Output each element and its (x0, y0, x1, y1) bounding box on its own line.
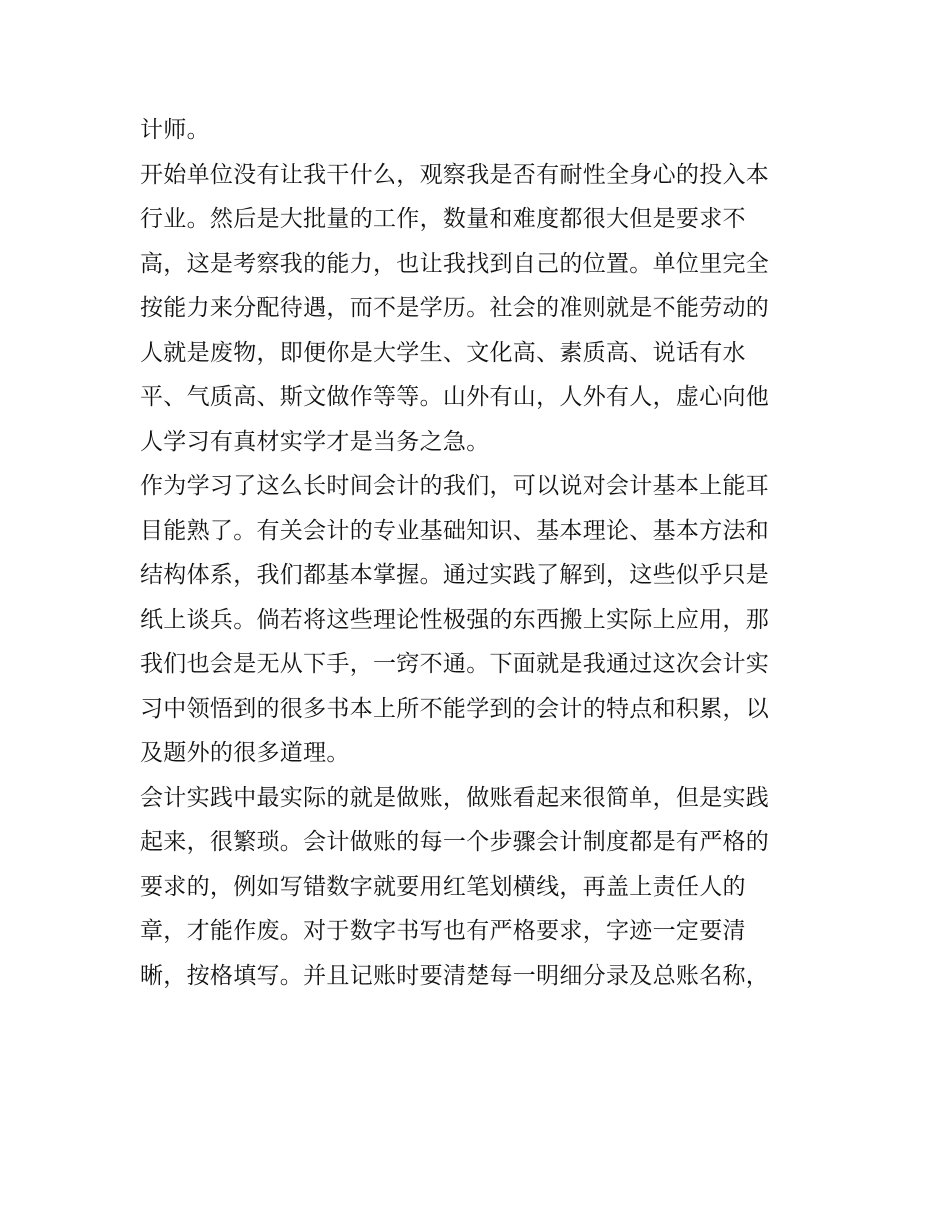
text-line: 我们也会是无从下手，一窍不通。下面就是我通过这次会计实 (140, 651, 770, 677)
text-line: 高，这是考察我的能力，也让我找到自己的位置。单位里完全 (140, 250, 770, 277)
text-line: 结构体系，我们都基本掌握。通过实践了解到，这些似乎只是 (140, 562, 770, 588)
text-line: 会计实践中最实际的就是做账，做账看起来很简单，但是实践 (140, 784, 770, 811)
text-line: 开始单位没有让我干什么，观察我是否有耐性全身心的投入本 (140, 161, 770, 188)
text-line: 作为学习了这么长时间会计的我们，可以说对会计基本上能耳 (140, 473, 770, 499)
text-line: 习中领悟到的很多书本上所不能学到的会计的特点和积累，以 (140, 695, 770, 722)
text-line: 目能熟了。有关会计的专业基础知识、基本理论、基本方法和 (140, 517, 770, 544)
text-line: 计师。 (140, 117, 210, 143)
text-line: 晰，按格填写。并且记账时要清楚每一明细分录及总账名称， (140, 962, 770, 989)
text-line: 行业。然后是大批量的工作，数量和难度都很大但是要求不 (140, 206, 746, 232)
text-line: 起来，很繁琐。会计做账的每一个步骤会计制度都是有严格的 (140, 829, 770, 855)
text-line: 人就是废物，即便你是大学生、文化高、素质高、说话有水 (140, 339, 746, 366)
text-line: 及题外的很多道理。 (140, 740, 350, 766)
text-line: 章，才能作废。对于数字书写也有严格要求，字迹一定要清 (140, 918, 746, 944)
body-text (140, 108, 812, 998)
text-line: 平、气质高、斯文做作等等。山外有山，人外有人，虚心向他 (140, 384, 770, 410)
text-line: 按能力来分配待遇，而不是学历。社会的准则就是不能劳动的 (140, 295, 770, 321)
text-line: 要求的，例如写错数字就要用红笔划横线，再盖上责任人的 (140, 873, 746, 900)
text-line: 人学习有真材实学才是当务之急。 (140, 428, 490, 455)
text-line: 纸上谈兵。倘若将这些理论性极强的东西搬上实际上应用，那 (140, 606, 770, 633)
